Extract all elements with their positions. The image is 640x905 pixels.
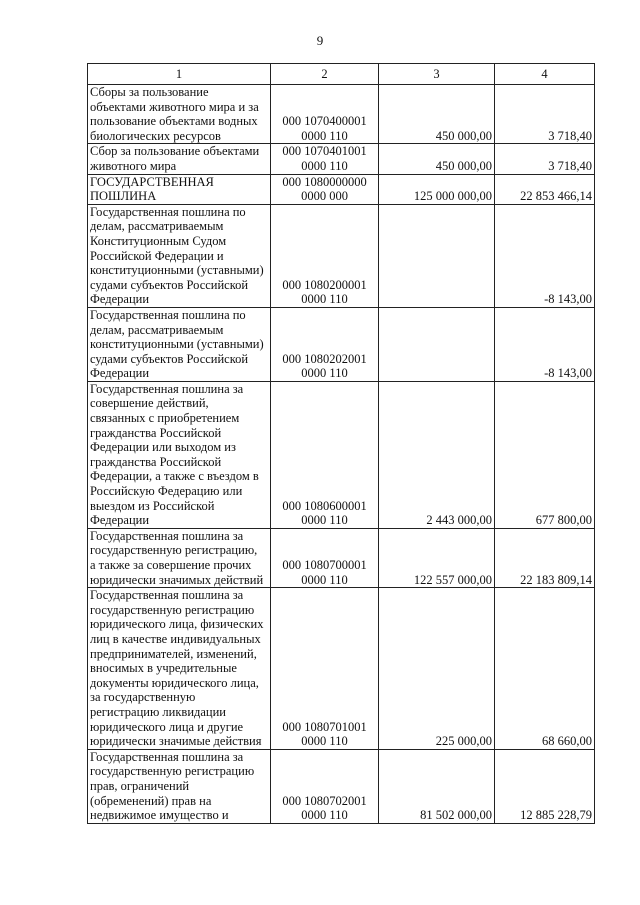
row-fact: -8 143,00: [495, 204, 595, 307]
row-plan: 225 000,00: [379, 588, 495, 750]
row-name: Сборы за пользование объектами животного мира и за пользование объектами водных биологических ресурсов: [88, 85, 271, 144]
table-row: [88, 528, 595, 587]
row-plan: [379, 204, 495, 307]
table-row: [88, 749, 595, 823]
row-plan: 81 502 000,00: [379, 749, 495, 823]
table-row: [88, 85, 595, 144]
row-code: 000 1080702001 0000 110: [271, 749, 379, 823]
row-name: Государственная пошлина за совершение действий, связанных с приобретением гражданства Российской Федерации или выходом из гражданства Российской Федерации, а также с въездом в Российскую Федерацию или выездом из Российской Федерации: [88, 381, 271, 528]
row-plan: 122 557 000,00: [379, 528, 495, 587]
row-code: 000 1080000000 0000 000: [271, 174, 379, 204]
row-plan: 2 443 000,00: [379, 381, 495, 528]
row-fact: 22 183 809,14: [495, 528, 595, 587]
row-fact: 3 718,40: [495, 85, 595, 144]
row-name: ГОСУДАРСТВЕННАЯ ПОШЛИНА: [88, 174, 271, 204]
table-row: [88, 588, 595, 750]
table-row: [88, 204, 595, 307]
row-code: 000 1080600001 0000 110: [271, 381, 379, 528]
row-fact: 12 885 228,79: [495, 749, 595, 823]
row-code: 000 1080200001 0000 110: [271, 204, 379, 307]
table-row: [88, 174, 595, 204]
revenue-table: [87, 63, 595, 824]
row-plan: [379, 307, 495, 381]
table-row: [88, 307, 595, 381]
row-fact: 22 853 466,14: [495, 174, 595, 204]
row-code: 000 1080701001 0000 110: [271, 588, 379, 750]
table-row: [88, 144, 595, 174]
row-fact: -8 143,00: [495, 307, 595, 381]
column-header-3: 3: [379, 64, 495, 85]
row-fact: 68 660,00: [495, 588, 595, 750]
row-code: 000 1070401001 0000 110: [271, 144, 379, 174]
column-header-2: 2: [271, 64, 379, 85]
column-header-4: 4: [495, 64, 595, 85]
table-header-row: [88, 64, 595, 85]
row-name: Государственная пошлина за государственную регистрацию, а также за совершение прочих юридически значимых действий: [88, 528, 271, 587]
row-plan: 450 000,00: [379, 144, 495, 174]
row-code: 000 1080202001 0000 110: [271, 307, 379, 381]
row-plan: 450 000,00: [379, 85, 495, 144]
table-row: [88, 381, 595, 528]
row-name: Государственная пошлина за государственную регистрацию прав, ограничений (обременений) прав на недвижимое имущество и: [88, 749, 271, 823]
row-name: Государственная пошлина по делам, рассматриваемым Конституционным Судом Российской Федерации и конституционными (уставными) судами субъектов Российской Федерации: [88, 204, 271, 307]
row-fact: 3 718,40: [495, 144, 595, 174]
row-name: Государственная пошлина по делам, рассматриваемым конституционными (уставными) судами субъектов Российской Федерации: [88, 307, 271, 381]
column-header-1: 1: [88, 64, 271, 85]
row-plan: 125 000 000,00: [379, 174, 495, 204]
row-code: 000 1080700001 0000 110: [271, 528, 379, 587]
row-code: 000 1070400001 0000 110: [271, 85, 379, 144]
row-fact: 677 800,00: [495, 381, 595, 528]
row-name: Государственная пошлина за государственную регистрацию юридического лица, физических лиц в качестве индивидуальных предпринимателей, изменений, вносимых в учредительные документы юридического лица, за государственную регистрацию ликвидации юридического лица и другие юридически значимые действия: [88, 588, 271, 750]
page-number: 9: [316, 33, 324, 48]
row-name: Сбор за пользование объектами животного мира: [88, 144, 271, 174]
